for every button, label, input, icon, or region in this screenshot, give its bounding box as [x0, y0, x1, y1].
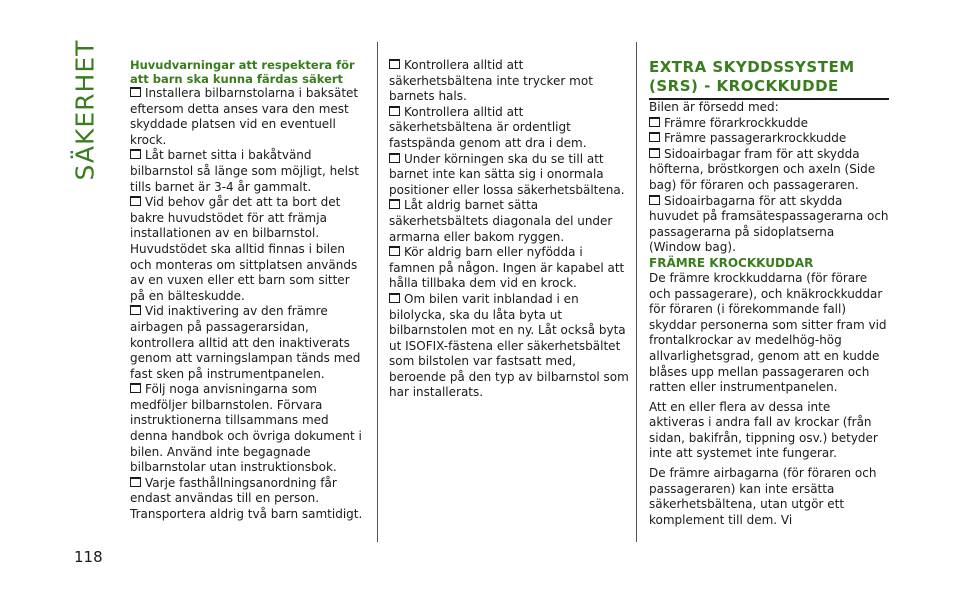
column-divider-1 — [377, 42, 378, 542]
bullet-paragraph: Låt aldrig barnet sätta säkerhetsbältets diagonala del under armarna eller bakom ryggen. — [389, 198, 629, 245]
column-divider-2 — [636, 42, 637, 542]
bullet-paragraph: Följ noga anvisningarna som medföljer bilbarnstolen. Förvara instruktionerna tillsammans med denna handbok och övriga dokument i bilen. Använd inte begagnade bilbarnstolar utan instruktionsbok. — [130, 382, 368, 476]
section-title: EXTRA SKYDDSSYSTEM (SRS) - KROCKKUDDE — [649, 58, 889, 100]
subsection-title: FRÄMRE KROCKKUDDAR — [649, 255, 814, 270]
column-2 — [389, 58, 629, 401]
bullet-item: Sidoairbagarna för att skydda huvudet på framsätespassagerarna och passagerarna på sidoplatserna (Window bag). — [649, 193, 889, 255]
bullet-paragraph: Om bilen varit inblandad i en bilolycka, ska du låta byta ut bilbarnstolen mot en ny. Låt också byta ut ISOFIX-fästena eller säkerhetsbältet som bilstolen var fastsatt med, beroende på den typ av bilbarnstol som har installerats. — [389, 291, 629, 400]
paragraph: Huvudstödet ska alltid finnas i bilen och monteras om sittplatsen används av en vuxen eller ett barn som sitter på en bälteskudde. — [130, 241, 358, 303]
column-3 — [649, 58, 889, 528]
paragraph: De främre airbagarna (för föraren och passageraren) kan inte ersätta säkerhetsbältena, utan utgör ett komplement till dem. Vi — [649, 466, 877, 527]
section-label — [70, 40, 100, 180]
bullet-paragraph: Vid behov går det att ta bort det bakre huvudstödet för att främja installationen av en bilbarnstol. — [130, 195, 368, 242]
bullet-item: Sidoairbagar fram för att skydda höfterna, bröstkorgen och axeln (Side bag) för föraren och passageraren. — [649, 147, 889, 194]
section-label-text: SÄKERHET — [70, 39, 100, 181]
intro-text: Bilen är försedd med: — [649, 100, 779, 114]
paragraph: De främre krockkuddarna (för förare och passagerare), och knäkrockkuddar för föraren (i förekommande fall) skyddar personerna som sitter fram vid frontalkrockar av medelhög-hög allvarlighetsgrad, genom att en kudde blåses upp mellan passageraren och ratten eller instrumentpanelen. — [649, 270, 887, 395]
bullet-paragraph: Kontrollera alltid att säkerhetsbältena inte trycker mot barnets hals. — [389, 58, 629, 105]
section-heading: Huvudvarningar att respektera för att barn ska kunna färdas säkert — [130, 58, 355, 86]
bullet-paragraph: Under körningen ska du se till att barnet inte kan sätta sig i onormala positioner eller lossa säkerhetsbältena. — [389, 152, 629, 199]
paragraph: Att en eller flera av dessa inte aktiveras i andra fall av krockar (från sidan, bakifrån, tippning osv.) betyder inte att systemet inte fungerar. — [649, 399, 878, 461]
column-1 — [130, 58, 368, 523]
bullet-item: Främre förarkrockkudde — [649, 116, 889, 132]
bullet-paragraph: Installera bilbarnstolarna i baksätet eftersom detta anses vara den mest skyddade platsen vid en eventuell krock. — [130, 86, 368, 148]
bullet-paragraph: Vid inaktivering av den främre airbagen på passagerarsidan, kontrollera alltid att den inaktiverats genom att varningslampan tänds med fast sken på instrumentpanelen. — [130, 304, 368, 382]
bullet-paragraph: Låt barnet sitta i bakåtvänd bilbarnstol så länge som möjligt, helst tills barnet är 3-4 år gammalt. — [130, 148, 368, 195]
page-number: 118 — [74, 548, 103, 566]
bullet-paragraph: Kör aldrig barn eller nyfödda i famnen på någon. Ingen är kapabel att hålla tillbaka dem vid en krock. — [389, 245, 629, 292]
bullet-item: Främre passagerarkrockkudde — [649, 131, 889, 147]
bullet-paragraph: Varje fasthållningsanordning får endast användas till en person. Transportera aldrig två barn samtidigt. — [130, 476, 368, 523]
bullet-paragraph: Kontrollera alltid att säkerhetsbältena är ordentligt fastspända genom att dra i dem. — [389, 105, 629, 152]
